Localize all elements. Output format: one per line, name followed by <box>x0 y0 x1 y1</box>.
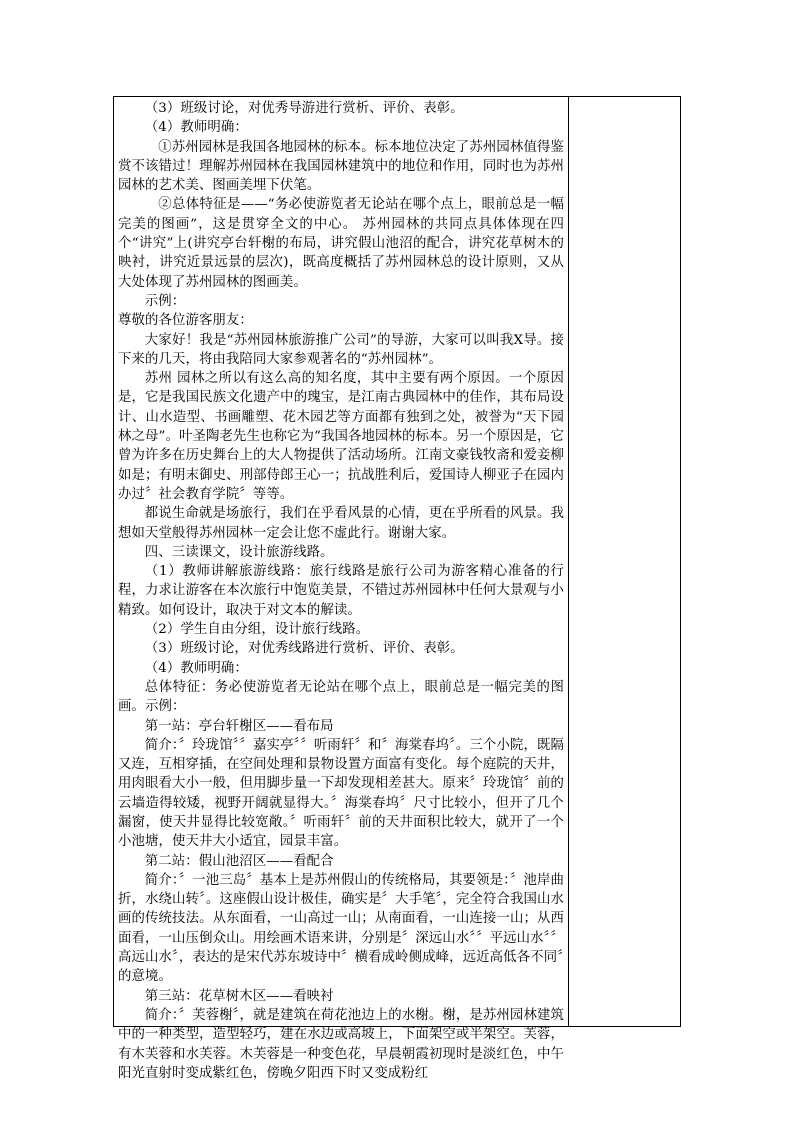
lesson-content-cell <box>118 99 564 1083</box>
paragraph: 第二站：假山池沼区——看配合 <box>144 853 334 869</box>
paragraph: 第一站：亭台轩榭区——看布局 <box>144 718 334 734</box>
paragraph: （3）班级讨论，对优秀线路进行赏析、评价、表彰。 <box>144 641 464 657</box>
paragraph: 尊敬的各位游客朋友： <box>118 313 253 329</box>
paragraph: 第三站：花草树木区——看映衬 <box>144 988 334 1004</box>
paragraph: （4）教师明确： <box>144 660 248 676</box>
paragraph: 示例： <box>144 293 186 309</box>
paragraph: （4）教师明确： <box>144 120 248 136</box>
paragraph: 简介：〞一池三岛〞基本上是苏州假山的传统格局，其要领是：〞池岸曲折，水绕山转〞。这座假山设计极佳，确实是〞大手笔〞，完全符合我国山水画的传统技法。从东面看，一山高过一山；从南面看，一山连接一山；从西面看，一山压倒众山。用绘画术语来讲，分别是〞深远山水〞〞平远山水〞〞高远山水〞，表达的是宋代苏东坡诗中〞横看成岭侧成峰，远近高低各不同〞的意境。 <box>118 872 564 985</box>
paragraph: （1）教师讲解旅游线路：旅行线路是旅行公司为游客精心准备的行程，力求让游客在本次旅行中饱览美景，不错过苏州园林中任何大景观与小精致。如何设计，取决于对文本的解读。 <box>118 564 564 618</box>
paragraph: 都说生命就是场旅行，我们在乎看风景的心情，更在乎所看的风景。我想如天堂般得苏州园林一定会让您不虚此行。谢谢大家。 <box>118 506 564 541</box>
paragraph: 简介：〞玲珑馆〞〞嘉实亭〞〞听雨轩〞和〞海棠春坞〞。三个小院，既隔又连，互相穿插，在空间处理和景物设置方面富有变化。每个庭院的天井，用肉眼看大小一般，但用脚步量一下却发现相差甚大。原来〞玲珑馆〞前的云墙造得较矮，视野开阔就显得大。〞海棠春坞〞尺寸比较小，但开了几个漏窗，使天井显得比较宽敞。〞听雨轩〞前的天井面积比较大，就开了一个小池塘，使天井大小适宜，园景丰富。 <box>118 737 564 850</box>
paragraph: ②总体特征是——“务必使游览者无论站在哪个点上，眼前总是一幅完美的图画”，这是贯穿全文的中心。 苏州园林的共同点具体体现在四个“讲究”上(讲究亭台轩榭的布局，讲究假山池沼的配合，讲究花草树木的映衬，讲究近景远景的层次)，既高度概括了苏州园林总的设计原则，又从大处体现了苏州园林的图画美。 <box>118 197 564 290</box>
paragraph: 苏州 园林之所以有这么高的知名度，其中主要有两个原因。一个原因是，它是我国民族文化遗产中的瑰宝，是江南古典园林中的佳作，其布局设计、山水造型、书画雕塑、花木园艺等方面都有独到之处，被誉为“天下园林之母”。叶圣陶老先生也称它为“我国各地园林的标本。另一个原因是，它曾为许多在历史舞台上的大人物提供了活动场所。江南文豪钱牧斋和爱妾柳如是；有明末御史、刑部侍郎王心一；抗战胜利后，爱国诗人柳亚子在园内办过〞社会教育学院〞等等。 <box>118 371 564 502</box>
paragraph: ①苏州园林是我国各地园林的标本。标本地位决定了苏州园林值得鉴赏不该错过！理解苏州园林在我国园林建筑中的地位和作用，同时也为苏州园林的艺术美、图画美埋下伏笔。 <box>118 139 564 194</box>
paragraph: 四、三读课文，设计旅游线路。 <box>144 544 334 560</box>
paragraph: （3）班级讨论，对优秀导游进行赏析、评价、表彰。 <box>144 101 464 116</box>
paragraph: 总体特征：务必使游览者无论站在哪个点上，眼前总是一幅完美的图画。示例： <box>118 679 564 715</box>
paragraph: （2）学生自由分组，设计旅行线路。 <box>144 622 370 638</box>
lesson-plan-table <box>113 96 681 1081</box>
notes-cell <box>569 97 680 1026</box>
paragraph: 大家好！我是“苏州园林旅游推广公司”的导游，大家可以叫我X导。接下来的几天，将由我陪同大家参观著名的“苏州园林”。 <box>118 332 564 367</box>
paragraph: 简介：〞芙蓉榭〞，就是建筑在荷花池边上的水榭。榭，是苏州园林建筑中的一种类型，造型轻巧，建在水边或高坡上，下面架空或半架空。芙蓉，有木芙蓉和水芙蓉。木芙蓉是一种变色花，早晨朝霞初现时是淡红色，中午阳光直射时变成紫红色，傍晚夕阳西下时又变成粉红 <box>118 1007 564 1081</box>
